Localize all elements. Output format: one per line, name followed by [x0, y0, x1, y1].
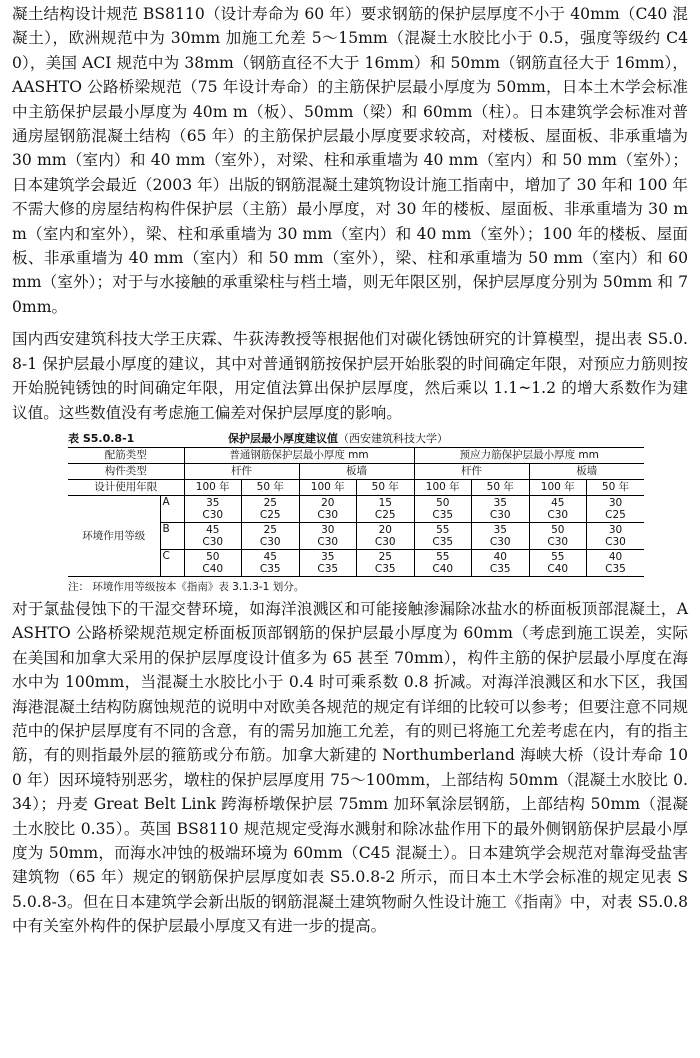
- cell-thickness: 40: [608, 550, 623, 563]
- cell-grade: C35: [374, 562, 396, 575]
- cell-thickness: 15: [378, 496, 392, 509]
- table-cell: [242, 495, 300, 522]
- table-title: 保护层最小厚度建议值: [228, 431, 338, 445]
- cover-thickness-table: [68, 447, 644, 577]
- header-rebar-type: 配筋类型: [68, 447, 184, 463]
- cell-thickness: 35: [493, 523, 507, 536]
- header-year: 50 年: [472, 479, 530, 495]
- header-member-slab-2: 板墙: [529, 463, 644, 479]
- table-cell: [414, 549, 472, 576]
- cell-grade: C30: [605, 535, 626, 548]
- header-year: 100 年: [299, 479, 357, 495]
- header-member-slab-1: 板墙: [299, 463, 414, 479]
- table-note: 注： 环境作用等级按本《指南》表 3.1.3-1 划分。: [68, 580, 305, 593]
- cell-grade: C25: [259, 508, 281, 521]
- cell-grade: C30: [202, 508, 224, 521]
- cell-thickness: 35: [321, 550, 335, 563]
- table-cell: [529, 549, 587, 576]
- header-year: 50 年: [242, 479, 300, 495]
- cell-grade: C40: [202, 562, 224, 575]
- header-design-life: 设计使用年限: [68, 479, 184, 495]
- cell-grade: C35: [605, 562, 626, 575]
- table-cell: [414, 522, 472, 549]
- table-cell: [242, 549, 300, 576]
- table-cell: [472, 522, 530, 549]
- paragraph-cover-standards: 凝土结构设计规范 BS8110（设计寿命为 60 年）要求钢筋的保护层厚度不小于 40mm（C40 混凝土），欧洲规范中为 30mm 加施工允差 5～15mm（混凝土水胶比小于 0.5，强度等级约 C40），美国 ACI 规范中为 38mm（钢筋直径不大于 16mm）和 50mm（钢筋直径大于 16mm），AASHTO 公路桥梁规范（75 年设计寿命）的主筋保护层最小厚度为 50mm，日本土木学会标准中主筋保护层最小厚度为 40m m（板）、50mm（梁）和 60mm（柱）。日本建筑学会标准对普通房屋钢筋混凝土结构（65 年）的主筋保护层最小厚度要求较高，对楼板、屋面板、非承重墙为 30 mm（室内）和 40 mm（室外），对梁、柱和承重墙为 40 mm（室内）和 50 mm（室外）；日本建筑学会最近（2003 年）出版的钢筋混凝土建筑物设计施工指南中，增加了 30 年和 100 年不需大修的房屋结构构件保护层（主筋）最小厚度，对 30 年的楼板、屋面板、非承重墙为 30 mm（室内和室外），梁、柱和承重墙为 30 mm（室内）和 40 mm（室外）；100 年的楼板、屋面板、非承重墙为 40 mm（室内）和 50 mm（室外），梁、柱和承重墙为 50 mm（室内）和 60 mm（室外）；对于与水接触的承重梁柱与档土墙，则无年限区别，保护层厚度分别为 50mm 和 70mm。: [12, 5, 688, 316]
- cell-thickness: 55: [436, 550, 450, 563]
- header-member-bar-1: 杆件: [184, 463, 299, 479]
- table-number: 表 S5.0.8-1: [68, 431, 135, 445]
- env-grade-c: C: [160, 549, 184, 576]
- cell-grade: C25: [605, 508, 626, 521]
- cell-grade: C35: [432, 508, 454, 521]
- env-grade-label: 环境作用等级: [68, 495, 160, 576]
- paragraph-xian-proposal: 国内西安建筑科技大学王庆霖、牛荻涛教授等根据他们对碳化锈蚀研究的计算模型，提出表 S5.0.8-1 保护层最小厚度的建议，其中对普通钢筋按保护层开始胀裂的时间确定年限，对预应力筋则按开始脱钝锈蚀的时间确定年限，用定值法算出保护层厚度，然后乘以 1.1~1.2 的增大系数作为建议值。这些数值没有考虑施工偏差对保护层厚度的影响。: [12, 330, 688, 422]
- table-source: （西安建筑科技大学）: [338, 431, 448, 445]
- cell-thickness: 45: [263, 550, 277, 563]
- cell-thickness: 30: [608, 496, 623, 509]
- cell-grade: C40: [547, 562, 569, 575]
- cell-grade: C30: [259, 535, 281, 548]
- env-grade-b: B: [160, 522, 184, 549]
- cell-thickness: 55: [436, 523, 450, 536]
- document-page: [12, 2, 688, 939]
- cell-grade: C35: [489, 562, 511, 575]
- cell-grade: C30: [317, 535, 339, 548]
- cell-thickness: 30: [321, 523, 335, 536]
- header-year: 100 年: [184, 479, 242, 495]
- cell-thickness: 20: [321, 496, 335, 509]
- cell-grade: C30: [374, 535, 396, 548]
- table-cell: [299, 522, 357, 549]
- paragraph-chloride-environment: 对于氯盐侵蚀下的干湿交替环境，如海洋浪溅区和可能接触渗漏除冰盐水的桥面板顶部混凝土，AASHTO 公路桥梁规范规定桥面板顶部钢筋的保护层最小厚度为 60mm（考虑到施工误差，实际在美国和加拿大采用的保护层厚度设计值多为 65 甚至 70mm），构件主筋的保护层最小厚度在海水中为 100mm，当混凝土水胶比小于 0.4 时可乘系数 0.8 折减。对海洋浪溅区和水下区，我国海港混凝土结构防腐蚀规范的说明中对欧美各规范的规定有详细的比较可以参考；但要注意不同规范中的保护层厚度有不同的含意，有的需另加施工允差，有的则已将施工允差考虑在内，有的指主筋，有的则指最外层的箍筋或分布筋。加拿大新建的 Northumberland 海峡大桥（设计寿命 100 年）因环境特别恶劣，墩柱的保护层厚度用 75～100mm，上部结构 50mm（混凝土水胶比 0.34）；丹麦 Great Belt Link 跨海桥墩保护层 75mm 加环氧涂层钢筋，上部结构 50mm（混凝土水胶比 0.35）。英国 BS8110 规范规定受海水溅射和除冰盐作用下的最外侧钢筋保护层最小厚度为 50mm，而海水冲蚀的极端环境为 60mm（C45 混凝土）。日本建筑学会规范对靠海受盐害建筑物（65 年）规定的钢筋保护层厚度如表 S5.0.8-2 所示，而日本土木学会标准的规定见表 S5.0.8-3。但在日本建筑学会新出版的钢筋混凝土建筑物耐久性设计施工《指南》中，对表 S5.0.8 中有关室外构件的保护层最小厚度又有进一步的提高。: [12, 599, 688, 936]
- cell-thickness: 35: [206, 496, 220, 509]
- cell-grade: C30: [489, 508, 511, 521]
- cell-grade: C30: [547, 535, 569, 548]
- cell-thickness: 35: [493, 496, 507, 509]
- env-grade-a: A: [160, 495, 184, 522]
- table-caption: [68, 431, 648, 447]
- table-cell: [529, 522, 587, 549]
- table-cell: [299, 495, 357, 522]
- header-year: 50 年: [587, 479, 645, 495]
- table-row-a: [68, 495, 644, 522]
- header-member-bar-2: 杆件: [414, 463, 529, 479]
- table-cell: [357, 522, 415, 549]
- cell-grade: C30: [547, 508, 569, 521]
- cell-grade: C30: [317, 508, 339, 521]
- table-cell: [529, 495, 587, 522]
- table-cell: [472, 495, 530, 522]
- table-cell: [587, 495, 645, 522]
- cell-thickness: 45: [551, 496, 565, 509]
- cell-thickness: 25: [263, 523, 277, 536]
- header-prestress-rebar: 预应力筋保护层最小厚度 mm: [414, 447, 644, 463]
- header-member-type: 构件类型: [68, 463, 184, 479]
- table-cell: [184, 522, 242, 549]
- cell-thickness: 50: [551, 523, 565, 536]
- cell-grade: C35: [317, 562, 339, 575]
- table-cell: [472, 549, 530, 576]
- table-cell: [587, 522, 645, 549]
- cell-thickness: 55: [551, 550, 565, 563]
- cell-grade: C30: [202, 535, 224, 548]
- cell-thickness: 25: [378, 550, 392, 563]
- cell-thickness: 20: [378, 523, 392, 536]
- cell-thickness: 40: [493, 550, 507, 563]
- table-cell: [242, 522, 300, 549]
- cell-thickness: 30: [608, 523, 623, 536]
- cell-grade: C35: [259, 562, 281, 575]
- table-cell: [357, 549, 415, 576]
- cell-thickness: 50: [206, 550, 220, 563]
- cell-thickness: 25: [263, 496, 277, 509]
- cell-grade: C35: [432, 535, 454, 548]
- table-s5-0-8-1: [12, 431, 648, 595]
- table-cell: [587, 549, 645, 576]
- table-cell: [357, 495, 415, 522]
- table-cell: [299, 549, 357, 576]
- cell-grade: C40: [432, 562, 454, 575]
- table-cell: [184, 549, 242, 576]
- cell-thickness: 50: [436, 496, 450, 509]
- table-cell: [184, 495, 242, 522]
- table-cell: [414, 495, 472, 522]
- cell-grade: C25: [374, 508, 396, 521]
- cell-thickness: 45: [206, 523, 220, 536]
- header-year: 100 年: [414, 479, 472, 495]
- header-normal-rebar: 普通钢筋保护层最小厚度 mm: [184, 447, 414, 463]
- header-year: 50 年: [357, 479, 415, 495]
- header-year: 100 年: [529, 479, 587, 495]
- cell-grade: C30: [489, 535, 511, 548]
